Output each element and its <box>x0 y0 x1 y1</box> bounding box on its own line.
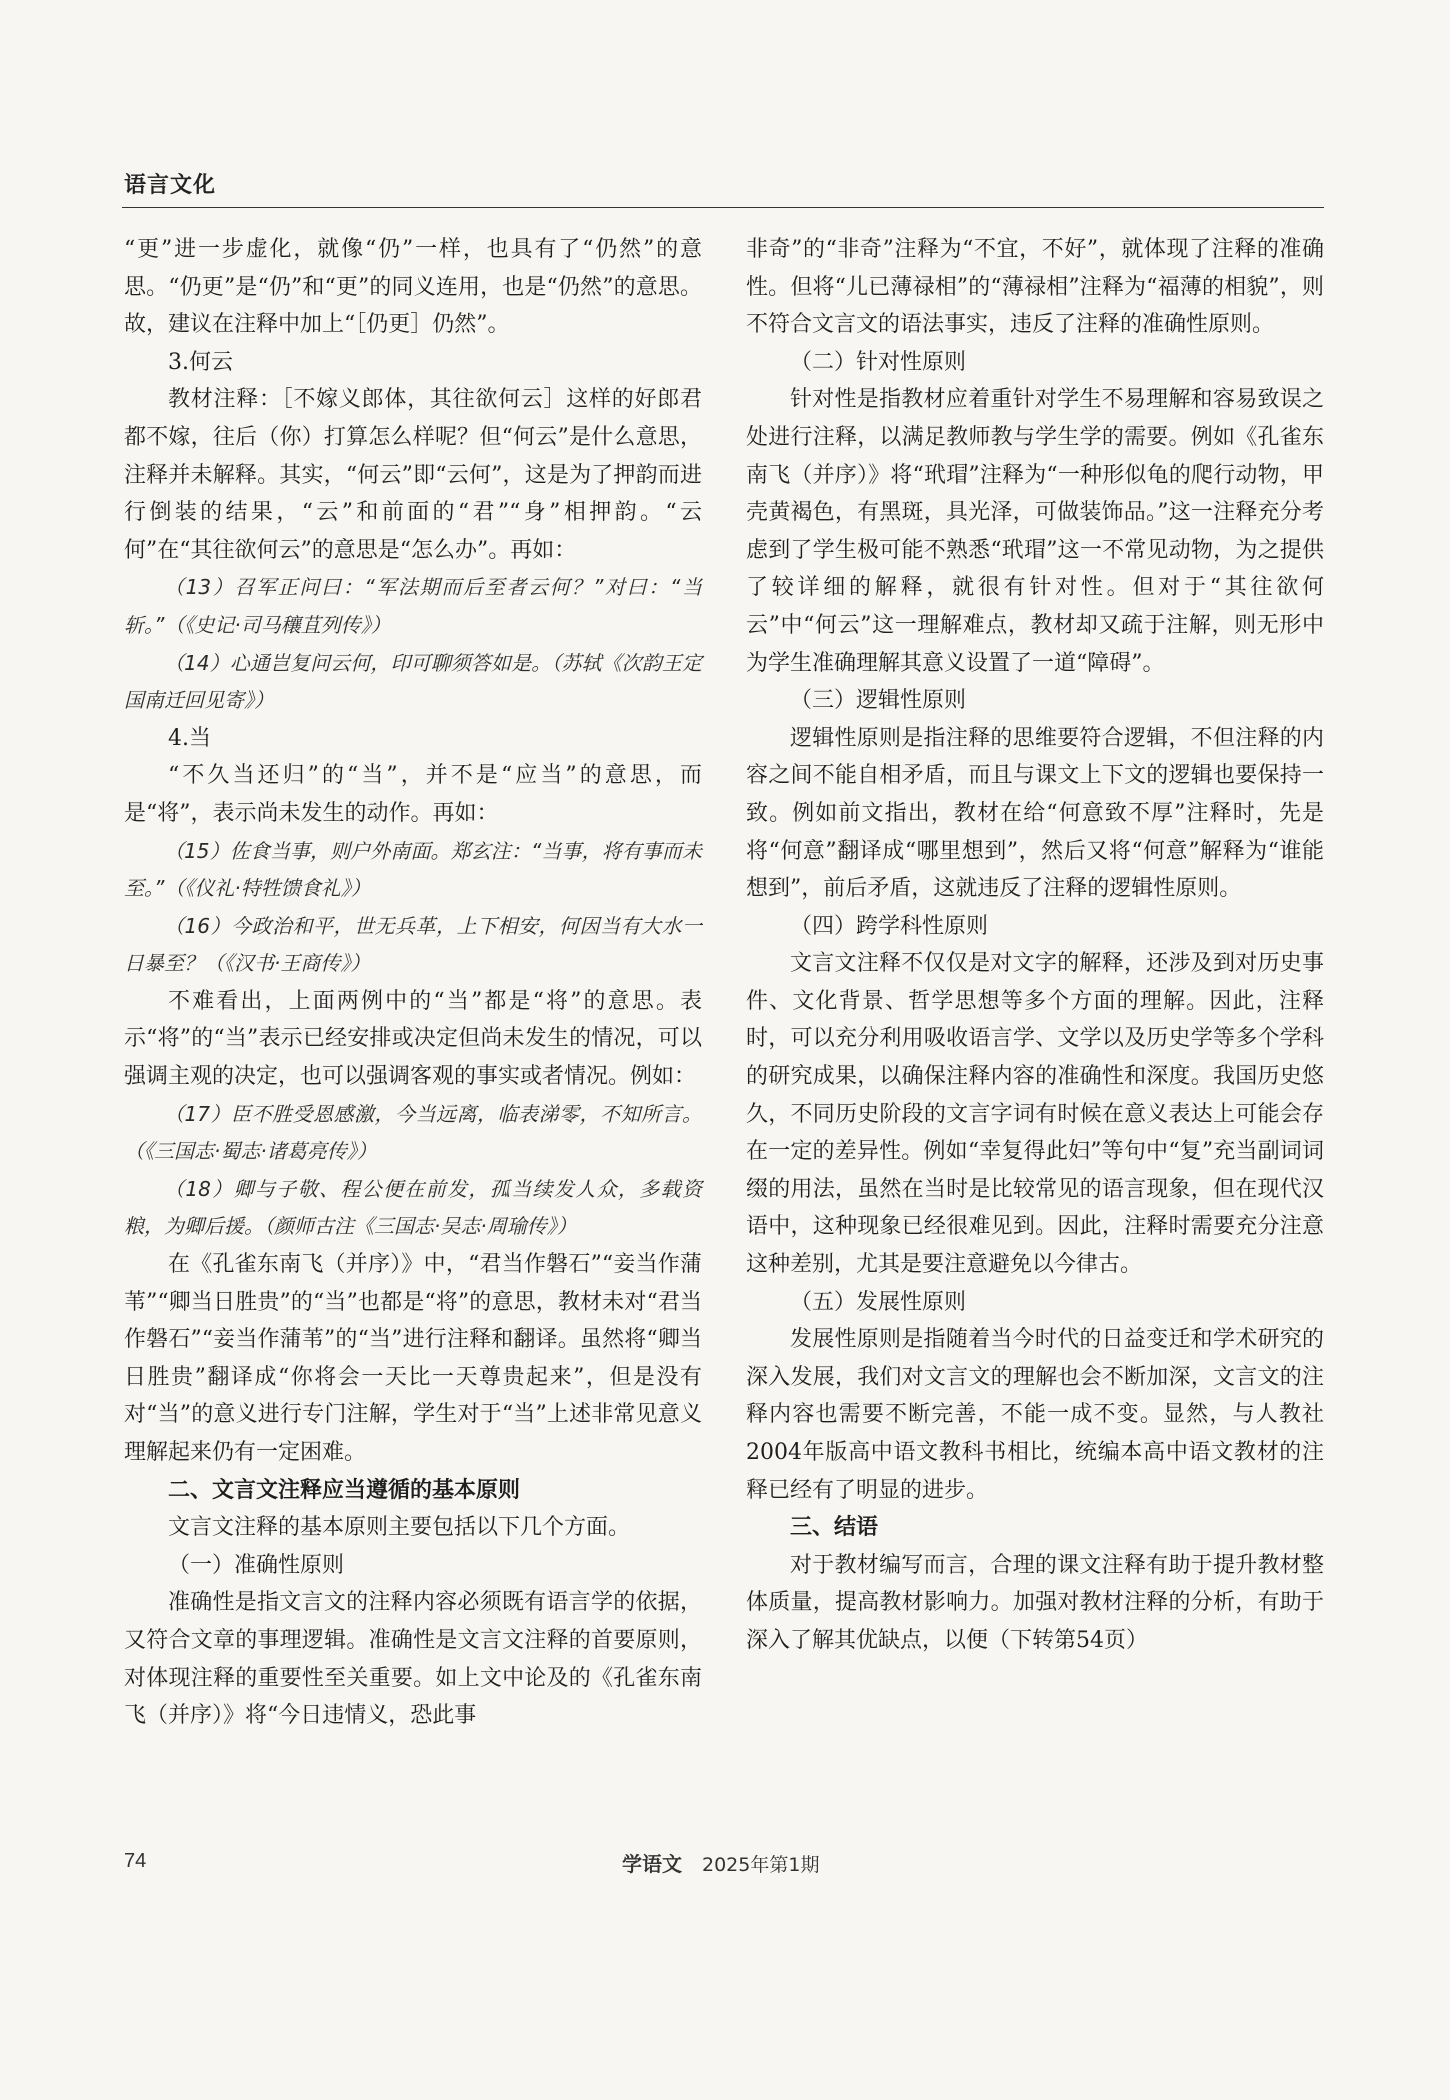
paragraph: 逻辑性原则是指注释的思维要符合逻辑，不但注释的内容之间不能自相矛盾，而且与课文上下文的逻辑也要保持一致。例如前文指出，教材在给“何意致不厚”注释时，先是将“何意”翻译成“哪里想到”，然后又将“何意”解释为“谁能想到”，前后矛盾，这就违反了注释的逻辑性原则。 <box>746 725 1324 902</box>
example-quote: （15）佐食当事，则户外南面。郑玄注：“当事，将有事而未至。”（《仪礼·特牲馈食礼》） <box>124 838 702 901</box>
paragraph: 在《孔雀东南飞（并序）》中，“君当作磐石”“妾当作蒲苇”“卿当日胜贵”的“当”也都是“将”的意思，教材未对“君当作磐石”“妾当作蒲苇”的“当”进行注释和翻译。虽然将“卿当日胜贵”翻译成“你将会一天比一天尊贵起来”，但是没有对“当”的意义进行专门注解，学生对于“当”上述非常见意义理解起来仍有一定困难。 <box>124 1252 702 1465</box>
issue-label: 2025年第1期 <box>702 1854 820 1876</box>
paragraph: 文言文注释的基本原则主要包括以下几个方面。 <box>168 1515 631 1541</box>
journal-name: 学语文 <box>622 1852 682 1876</box>
section-heading: 二、文言文注释应当遵循的基本原则 <box>168 1477 521 1503</box>
subheading: （五）发展性原则 <box>790 1289 967 1315</box>
section-title: 语言文化 <box>124 173 217 198</box>
subheading: 3.何云 <box>168 349 233 375</box>
subheading: （四）跨学科性原则 <box>790 913 989 939</box>
paragraph: 教材注释：［不嫁义郎体，其往欲何云］这样的好郎君都不嫁，往后（你）打算怎么样呢？但“何云”是什么意思，注释并未解释。其实，“何云”即“云何”，这是为了押韵而进行倒装的结果，“云”和前面的“君”“身”相押韵。“云何”在“其往欲何云”的意思是“怎么办”。再如： <box>124 387 702 563</box>
section-heading: 三、结语 <box>790 1515 879 1541</box>
paragraph: 非奇”的“非奇”注释为“不宜，不好”，就体现了注释的准确性。但将“儿已薄禄相”的“薄禄相”注释为“福薄的相貌”，则不符合文言文的语法事实，违反了注释的准确性原则。 <box>746 237 1324 338</box>
example-quote: （14）心通岂复问云何，印可聊须答如是。（苏轼《次韵王定国南迁回见寄》） <box>124 650 702 713</box>
paragraph: 针对性是指教材应着重针对学生不易理解和容易致误之处进行注释，以满足教师教与学生学的需要。例如《孔雀东南飞（并序）》将“玳瑁”注释为“一种形似龟的爬行动物，甲壳黄褐色，有黑斑，具光泽，可做装饰品。”这一注释充分考虑到了学生极可能不熟悉“玳瑁”这一不常见动物，为之提供了较详细的解释，就很有针对性。但对于“其往欲何云”中“何云”这一理解难点，教材却又疏于注解，则无形中为学生准确理解其意义设置了一道“障碍”。 <box>746 387 1324 676</box>
example-quote: （13）召军正问曰：“军法期而后至者云何？”对曰：“当斩。”（《史记·司马穰苴列传》） <box>124 575 702 637</box>
header-divider <box>122 207 1324 208</box>
subheading: （二）针对性原则 <box>790 349 967 375</box>
left-column <box>124 231 702 1735</box>
example-quote: （18）卿与子敬、程公便在前发，孤当续发人众，多载资粮，为卿后援。（颜师古注《三国志·吴志·周瑜传》） <box>124 1176 702 1239</box>
subheading: （三）逻辑性原则 <box>790 688 967 714</box>
paragraph: 不难看出，上面两例中的“当”都是“将”的意思。表示“将”的“当”表示已经安排或决定但尚未发生的情况，可以强调主观的决定，也可以强调客观的事实或者情况。例如： <box>124 988 702 1090</box>
page-number: 74 <box>124 1850 147 1872</box>
paragraph: 对于教材编写而言，合理的课文注释有助于提升教材整体质量，提高教材影响力。加强对教材注释的分析，有助于深入了解其优缺点，以便（下转第54页） <box>746 1552 1324 1653</box>
paragraph: 发展性原则是指随着当今时代的日益变迁和学术研究的深入发展，我们对文言文的理解也会不断加深，文言文的注释内容也需要不断完善，不能一成不变。显然，与人教社2004年版高中语文教科书相比，统编本高中语文教材的注释已经有了明显的进步。 <box>746 1327 1324 1503</box>
right-column <box>746 231 1324 1660</box>
paragraph: 文言文注释不仅仅是对文字的解释，还涉及到对历史事件、文化背景、哲学思想等多个方面的理解。因此，注释时，可以充分利用吸收语言学、文学以及历史学等多个学科的研究成果，以确保注释内容的准确性和深度。我国历史悠久，不同历史阶段的文言字词有时候在意义表达上可能会存在一定的差异性。例如“幸复得此妇”等句中“复”充当副词词缀的用法，虽然在当时是比较常见的语言现象，但在现代汉语中，这种现象已经很难见到。因此，注释时需要充分注意这种差别，尤其是要注意避免以今律古。 <box>746 951 1324 1278</box>
subheading: 4.当 <box>168 725 211 751</box>
paragraph: 准确性是指文言文的注释内容必须既有语言学的依据，又符合文章的事理逻辑。准确性是文言文注释的首要原则，对体现注释的重要性至关重要。如上文中论及的《孔雀东南飞（并序）》将“今日违情义，恐此事 <box>124 1590 702 1729</box>
example-quote: （16）今政治和平，世无兵革，上下相安，何因当有大水一日暴至？（《汉书·王商传》） <box>124 913 702 976</box>
example-quote: （17）臣不胜受恩感激，今当远离，临表涕零，不知所言。（《三国志·蜀志·诸葛亮传》） <box>124 1101 702 1164</box>
subheading: （一）准确性原则 <box>168 1552 345 1578</box>
paragraph: “更”进一步虚化，就像“仍”一样，也具有了“仍然”的意思。“仍更”是“仍”和“更”的同义连用，也是“仍然”的意思。故，建议在注释中加上“［仍更］仍然”。 <box>124 237 702 338</box>
paragraph: “不久当还归”的“当”，并不是“应当”的意思，而是“将”，表示尚未发生的动作。再如： <box>124 763 702 826</box>
